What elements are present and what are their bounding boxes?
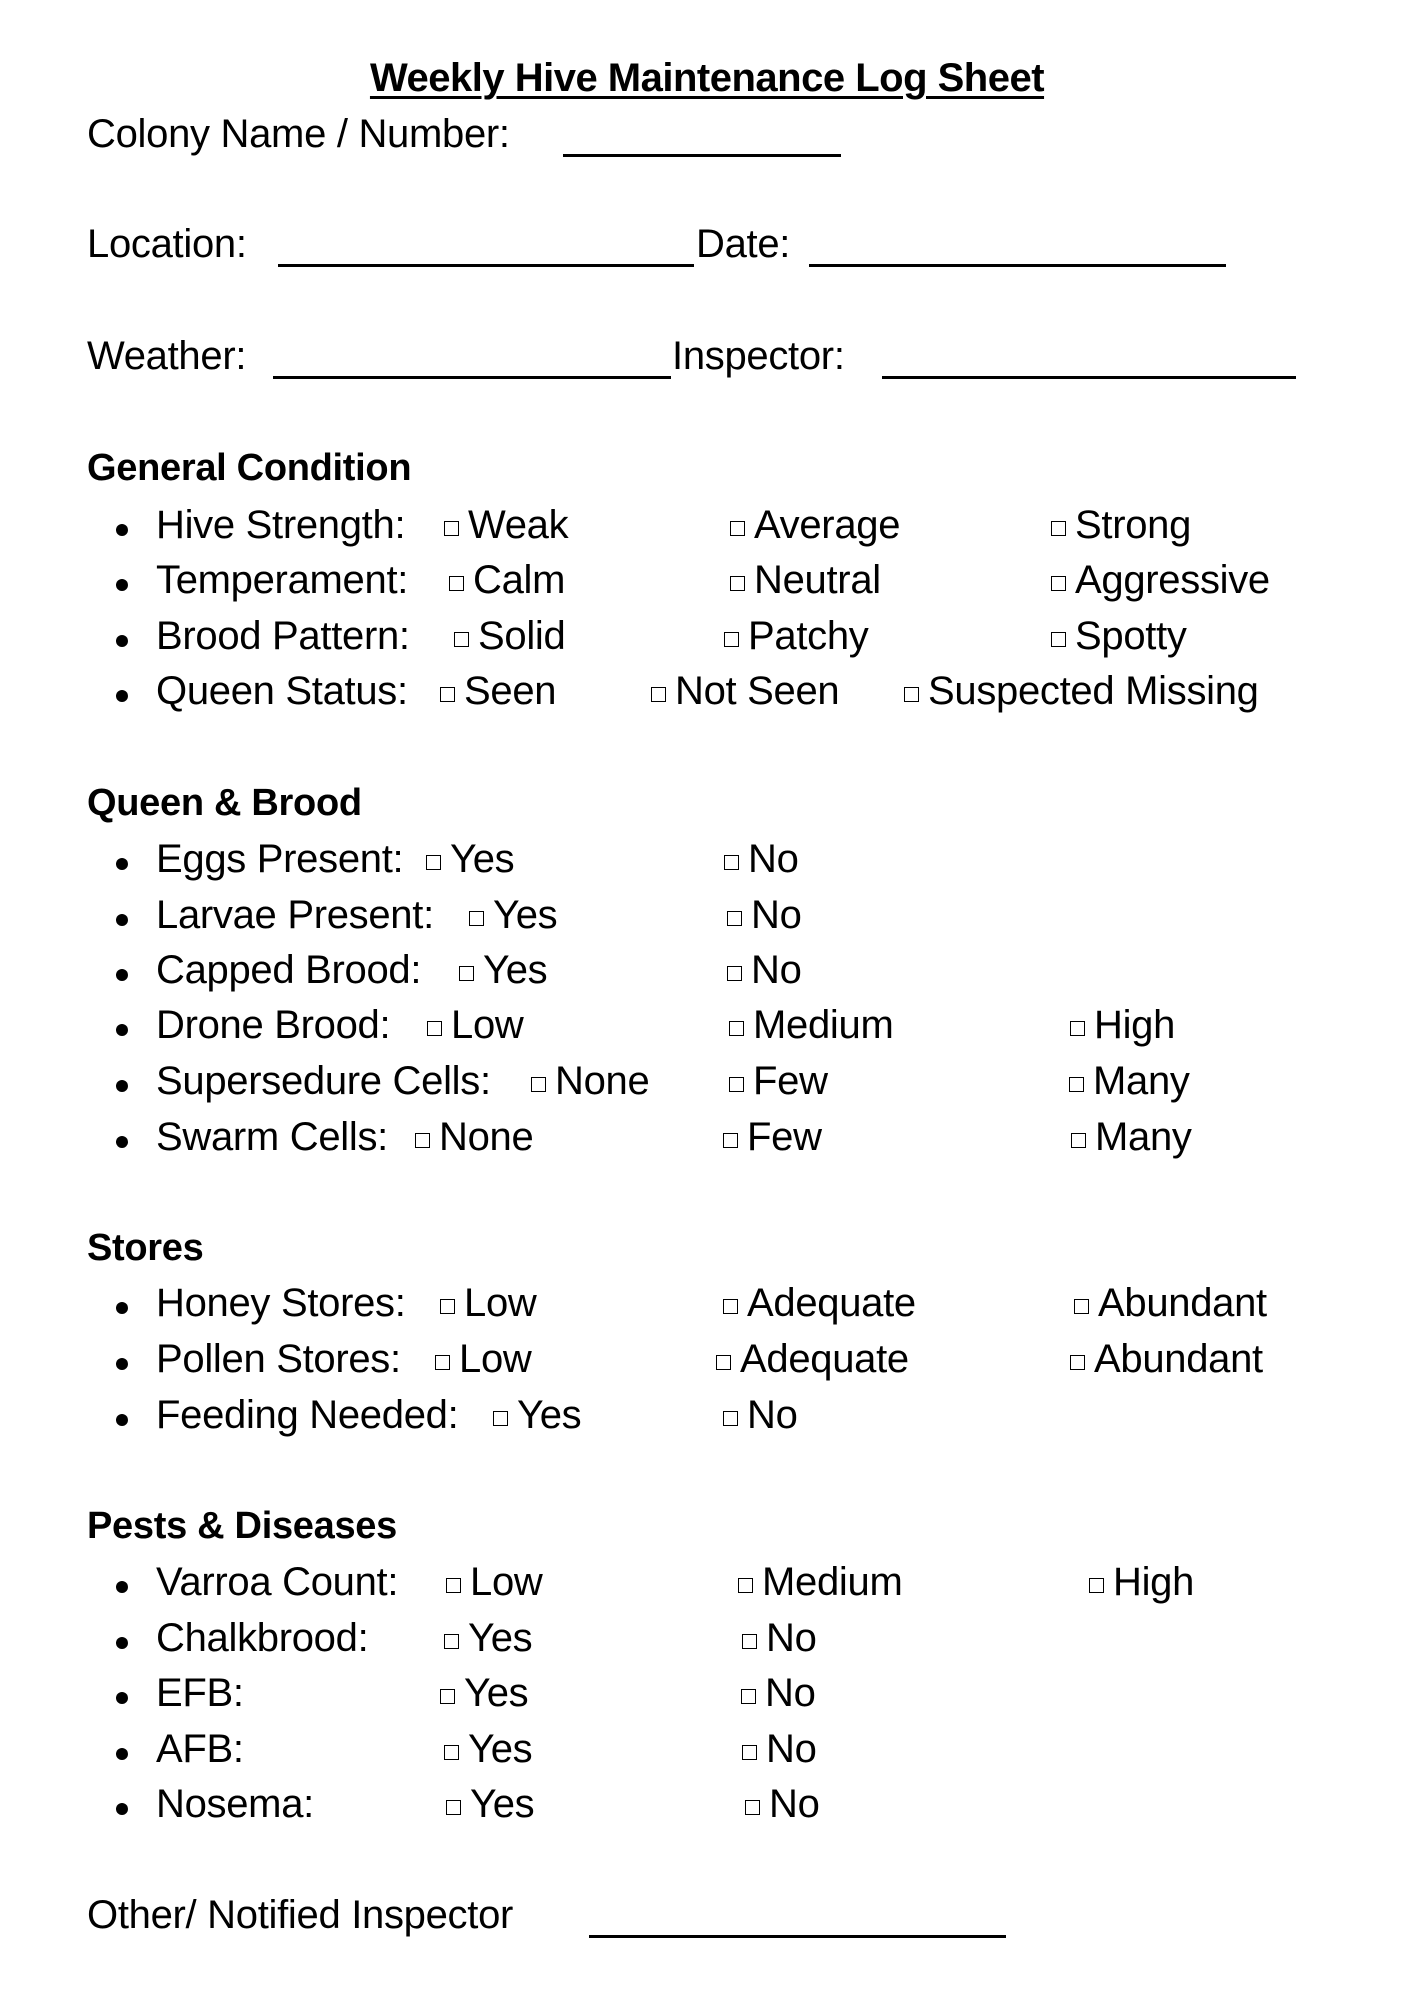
option-label: Not Seen	[675, 669, 840, 713]
location-label: Location:	[87, 222, 247, 266]
option-label: No	[748, 837, 799, 881]
item-label-afb: AFB:	[156, 1727, 244, 1771]
option-label: High	[1094, 1003, 1176, 1047]
option-label: Few	[753, 1059, 828, 1103]
option-label: Yes	[517, 1393, 582, 1437]
checkbox-icon[interactable]	[446, 1578, 461, 1593]
checkbox-icon[interactable]	[1070, 1355, 1085, 1370]
checkbox-icon[interactable]	[742, 1634, 757, 1649]
option-label: Neutral	[754, 558, 881, 602]
option-label: No	[751, 893, 802, 937]
weather-field	[87, 334, 246, 379]
location-field	[87, 222, 247, 267]
bullet-icon	[116, 1692, 128, 1704]
checkbox-icon[interactable]	[1069, 1077, 1084, 1092]
checkbox-option-hive-strength-weak[interactable]	[444, 503, 568, 548]
checkbox-icon[interactable]	[730, 521, 745, 536]
item-label-pollen-stores: Pollen Stores:	[156, 1337, 401, 1381]
date-label: Date:	[696, 222, 791, 266]
checkbox-option-pollen-stores-adequate[interactable]	[716, 1337, 909, 1382]
checkbox-icon[interactable]	[741, 1689, 756, 1704]
checkbox-option-chalkbrood-no[interactable]	[742, 1616, 817, 1661]
checkbox-icon[interactable]	[444, 1745, 459, 1760]
other-inspector-label: Other/ Notified Inspector	[87, 1893, 514, 1937]
checkbox-icon[interactable]	[904, 687, 919, 702]
checkbox-option-varroa-count-high[interactable]	[1089, 1560, 1194, 1605]
option-label: Strong	[1075, 503, 1192, 547]
option-label: Aggressive	[1075, 558, 1270, 602]
checkbox-icon[interactable]	[1071, 1133, 1086, 1148]
option-label: No	[766, 1616, 817, 1660]
bullet-icon	[116, 969, 128, 981]
checkbox-option-capped-brood-no[interactable]	[727, 948, 802, 993]
checkbox-option-queen-status-not-seen[interactable]	[651, 669, 839, 714]
item-label-supersedure-cells: Supersedure Cells:	[156, 1059, 491, 1103]
checkbox-icon[interactable]	[1051, 576, 1066, 591]
option-label: No	[766, 1727, 817, 1771]
checkbox-option-capped-brood-yes[interactable]	[459, 948, 547, 993]
checkbox-option-honey-stores-low[interactable]	[440, 1281, 536, 1326]
checkbox-icon[interactable]	[724, 855, 739, 870]
checkbox-icon[interactable]	[426, 855, 441, 870]
colony-field	[87, 112, 510, 157]
checkbox-option-nosema-no[interactable]	[745, 1782, 820, 1827]
other-inspector-field	[87, 1893, 513, 1938]
checkbox-icon[interactable]	[444, 521, 459, 536]
option-label: Yes	[468, 1727, 533, 1771]
checkbox-option-swarm-cells-none[interactable]	[415, 1115, 533, 1160]
option-label: Many	[1095, 1115, 1192, 1159]
checkbox-option-drone-brood-high[interactable]	[1070, 1003, 1175, 1048]
checkbox-icon[interactable]	[459, 966, 474, 981]
option-label: Average	[754, 503, 901, 547]
option-label: None	[555, 1059, 650, 1103]
item-label-honey-stores: Honey Stores:	[156, 1281, 406, 1325]
other-inspector-input[interactable]	[589, 1934, 1006, 1938]
bullet-icon	[116, 1136, 128, 1148]
checkbox-icon[interactable]	[723, 1133, 738, 1148]
checkbox-option-supersedure-cells-none[interactable]	[531, 1059, 649, 1104]
option-label: Medium	[762, 1560, 903, 1604]
option-label: Weak	[468, 503, 569, 547]
checkbox-option-larvae-present-no[interactable]	[727, 893, 802, 938]
option-label: Medium	[753, 1003, 894, 1047]
option-label: High	[1113, 1560, 1195, 1604]
checkbox-option-afb-no[interactable]	[742, 1727, 817, 1772]
checkbox-icon[interactable]	[531, 1077, 546, 1092]
checkbox-icon[interactable]	[1074, 1299, 1089, 1314]
checkbox-option-varroa-count-medium[interactable]	[738, 1560, 902, 1605]
item-label-temperament: Temperament:	[156, 558, 409, 602]
checkbox-icon[interactable]	[738, 1578, 753, 1593]
checkbox-option-honey-stores-adequate[interactable]	[723, 1281, 916, 1326]
checkbox-option-temperament-aggressive[interactable]	[1051, 558, 1270, 603]
option-label: Abundant	[1098, 1281, 1267, 1325]
checkbox-option-honey-stores-abundant[interactable]	[1074, 1281, 1267, 1326]
checkbox-icon[interactable]	[449, 576, 464, 591]
checkbox-icon[interactable]	[427, 1021, 442, 1036]
checkbox-option-larvae-present-yes[interactable]	[469, 893, 557, 938]
option-label: Yes	[464, 1671, 529, 1715]
checkbox-option-eggs-present-yes[interactable]	[426, 837, 514, 882]
page-title-text: Weekly Hive Maintenance Log Sheet	[369, 56, 1045, 100]
option-label: No	[747, 1393, 798, 1437]
checkbox-option-supersedure-cells-many[interactable]	[1069, 1059, 1190, 1104]
option-label: No	[751, 948, 802, 992]
checkbox-option-hive-strength-strong[interactable]	[1051, 503, 1191, 548]
checkbox-icon[interactable]	[440, 1299, 455, 1314]
checkbox-option-brood-pattern-patchy[interactable]	[724, 614, 869, 659]
checkbox-option-hive-strength-average[interactable]	[730, 503, 900, 548]
item-label-queen-status: Queen Status:	[156, 669, 408, 713]
section-heading-stores: Stores	[87, 1227, 204, 1269]
checkbox-icon[interactable]	[724, 632, 739, 647]
bullet-icon	[116, 635, 128, 647]
item-label-chalkbrood: Chalkbrood:	[156, 1616, 369, 1660]
option-label: Patchy	[748, 614, 869, 658]
checkbox-icon[interactable]	[493, 1411, 508, 1426]
item-label-varroa-count: Varroa Count:	[156, 1560, 399, 1604]
checkbox-icon[interactable]	[1051, 632, 1066, 647]
checkbox-option-drone-brood-medium[interactable]	[729, 1003, 893, 1048]
item-label-feeding-needed: Feeding Needed:	[156, 1393, 459, 1437]
inspector-label: Inspector:	[672, 334, 845, 378]
option-label: Low	[459, 1337, 532, 1381]
option-label: Yes	[493, 893, 558, 937]
checkbox-option-feeding-needed-no[interactable]	[723, 1393, 798, 1438]
colony-label: Colony Name / Number:	[87, 112, 510, 156]
bullet-icon	[116, 1358, 128, 1370]
option-label: Calm	[473, 558, 566, 602]
checkbox-icon[interactable]	[469, 911, 484, 926]
option-label: Seen	[464, 669, 557, 713]
checkbox-icon[interactable]	[435, 1355, 450, 1370]
option-label: Abundant	[1094, 1337, 1263, 1381]
checkbox-option-efb-no[interactable]	[741, 1671, 816, 1716]
bullet-icon	[116, 914, 128, 926]
option-label: Adequate	[747, 1281, 916, 1325]
checkbox-icon[interactable]	[415, 1133, 430, 1148]
checkbox-option-supersedure-cells-few[interactable]	[729, 1059, 828, 1104]
checkbox-option-eggs-present-no[interactable]	[724, 837, 799, 882]
option-label: Many	[1093, 1059, 1190, 1103]
bullet-icon	[116, 1024, 128, 1036]
checkbox-option-pollen-stores-abundant[interactable]	[1070, 1337, 1263, 1382]
weather-input[interactable]	[273, 375, 671, 379]
item-label-swarm-cells: Swarm Cells:	[156, 1115, 388, 1159]
date-field	[696, 222, 790, 267]
checkbox-icon[interactable]	[1070, 1021, 1085, 1036]
option-label: Low	[464, 1281, 537, 1325]
option-label: Yes	[483, 948, 548, 992]
checkbox-icon[interactable]	[727, 966, 742, 981]
checkbox-option-chalkbrood-yes[interactable]	[444, 1616, 532, 1661]
checkbox-icon[interactable]	[729, 1021, 744, 1036]
option-label: None	[439, 1115, 534, 1159]
item-label-eggs-present: Eggs Present:	[156, 837, 404, 881]
bullet-icon	[116, 579, 128, 591]
option-label: Suspected Missing	[928, 669, 1259, 713]
bullet-icon	[116, 1637, 128, 1649]
checkbox-option-drone-brood-low[interactable]	[427, 1003, 523, 1048]
option-label: Few	[747, 1115, 822, 1159]
option-label: Yes	[470, 1782, 535, 1826]
item-label-capped-brood: Capped Brood:	[156, 948, 422, 992]
checkbox-icon[interactable]	[446, 1800, 461, 1815]
checkbox-icon[interactable]	[742, 1745, 757, 1760]
option-label: Low	[451, 1003, 524, 1047]
option-label: Yes	[450, 837, 515, 881]
bullet-icon	[116, 1581, 128, 1593]
item-label-hive-strength: Hive Strength:	[156, 503, 406, 547]
checkbox-option-swarm-cells-many[interactable]	[1071, 1115, 1192, 1160]
bullet-icon	[116, 524, 128, 536]
checkbox-icon[interactable]	[444, 1634, 459, 1649]
option-label: Yes	[468, 1616, 533, 1660]
option-label: No	[769, 1782, 820, 1826]
bullet-icon	[116, 1414, 128, 1426]
bullet-icon	[116, 858, 128, 870]
checkbox-icon[interactable]	[723, 1411, 738, 1426]
checkbox-option-pollen-stores-low[interactable]	[435, 1337, 531, 1382]
section-heading-queen-brood: Queen & Brood	[87, 782, 362, 824]
checkbox-option-queen-status-suspected-missing[interactable]	[904, 669, 1259, 714]
checkbox-option-temperament-calm[interactable]	[449, 558, 565, 603]
checkbox-option-afb-yes[interactable]	[444, 1727, 532, 1772]
item-label-brood-pattern: Brood Pattern:	[156, 614, 410, 658]
checkbox-option-varroa-count-low[interactable]	[446, 1560, 542, 1605]
inspector-input[interactable]	[882, 375, 1296, 379]
checkbox-option-queen-status-seen[interactable]	[440, 669, 556, 714]
checkbox-option-nosema-yes[interactable]	[446, 1782, 534, 1827]
colony-input[interactable]	[563, 153, 841, 157]
checkbox-icon[interactable]	[745, 1800, 760, 1815]
page-title	[0, 56, 1414, 101]
checkbox-icon[interactable]	[727, 911, 742, 926]
bullet-icon	[116, 1302, 128, 1314]
checkbox-icon[interactable]	[729, 1077, 744, 1092]
option-label: Adequate	[740, 1337, 909, 1381]
bullet-icon	[116, 1748, 128, 1760]
option-label: Low	[470, 1560, 543, 1604]
weather-label: Weather:	[87, 334, 247, 378]
location-input[interactable]	[278, 263, 694, 267]
checkbox-icon[interactable]	[440, 1689, 455, 1704]
item-label-drone-brood: Drone Brood:	[156, 1003, 391, 1047]
bullet-icon	[116, 690, 128, 702]
checkbox-icon[interactable]	[723, 1299, 738, 1314]
item-label-nosema: Nosema:	[156, 1782, 314, 1826]
checkbox-option-feeding-needed-yes[interactable]	[493, 1393, 581, 1438]
checkbox-option-brood-pattern-solid[interactable]	[454, 614, 565, 659]
checkbox-icon[interactable]	[454, 632, 469, 647]
checkbox-icon[interactable]	[1089, 1578, 1104, 1593]
item-label-efb: EFB:	[156, 1671, 244, 1715]
checkbox-option-brood-pattern-spotty[interactable]	[1051, 614, 1187, 659]
checkbox-icon[interactable]	[716, 1355, 731, 1370]
inspector-field	[672, 334, 845, 379]
checkbox-option-temperament-neutral[interactable]	[730, 558, 881, 603]
option-label: No	[765, 1671, 816, 1715]
checkbox-option-swarm-cells-few[interactable]	[723, 1115, 822, 1160]
checkbox-icon[interactable]	[1051, 521, 1066, 536]
option-label: Spotty	[1075, 614, 1187, 658]
item-label-larvae-present: Larvae Present:	[156, 893, 434, 937]
checkbox-icon[interactable]	[440, 687, 455, 702]
section-heading-pests-diseases: Pests & Diseases	[87, 1505, 397, 1547]
date-input[interactable]	[809, 263, 1226, 267]
section-heading-general-condition: General Condition	[87, 447, 412, 489]
bullet-icon	[116, 1803, 128, 1815]
checkbox-option-efb-yes[interactable]	[440, 1671, 528, 1716]
checkbox-icon[interactable]	[651, 687, 666, 702]
bullet-icon	[116, 1080, 128, 1092]
option-label: Solid	[478, 614, 566, 658]
checkbox-icon[interactable]	[730, 576, 745, 591]
